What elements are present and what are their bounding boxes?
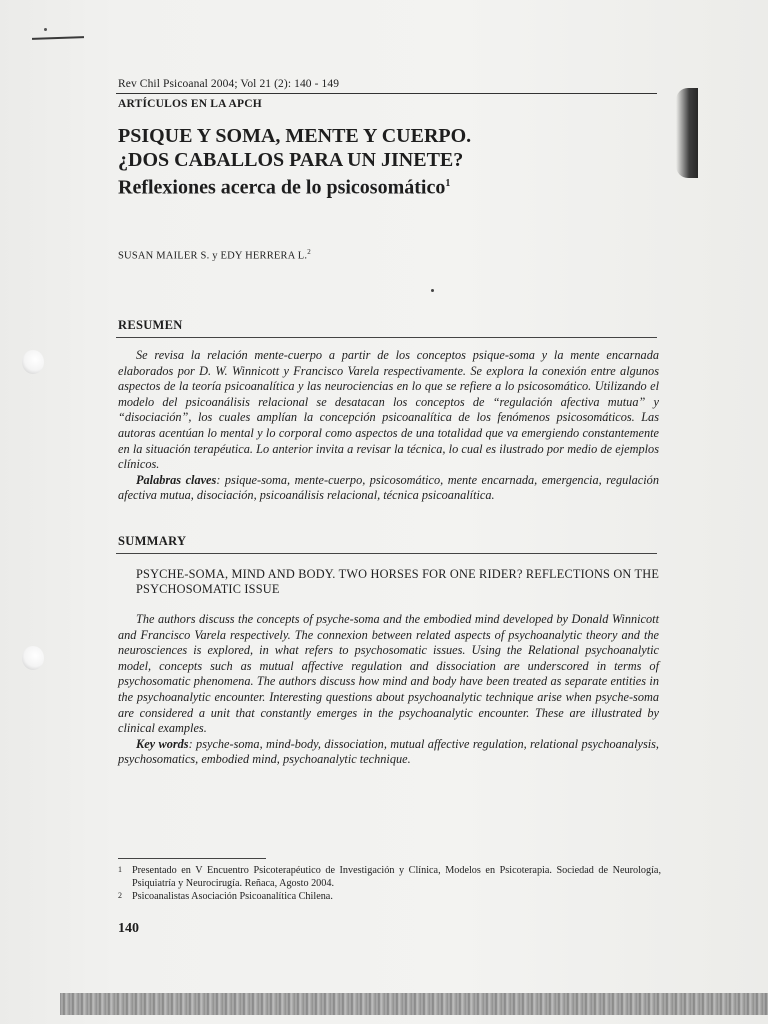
scan-speck: [431, 289, 434, 292]
punch-hole: [22, 646, 44, 670]
article-title: [118, 124, 658, 200]
summary-keywords: [118, 737, 659, 768]
authors-footnote-mark: 2: [307, 248, 311, 256]
resumen-heading: RESUMEN: [118, 318, 183, 332]
page-number: 140: [118, 921, 139, 936]
section-label: ARTÍCULOS EN LA APCH: [118, 98, 262, 110]
title-line-1: PSIQUE Y SOMA, MENTE Y CUERPO.: [118, 125, 472, 147]
keywords-list: : psique-soma, mente-cuerpo, psicosomático, mente encarnada, emergencia, regulación afectiva mutua, disociación, psicoanálisis relacional, técnica psicoanalítica.: [118, 472, 659, 503]
scan-edge-noise: [60, 993, 768, 1015]
footnote-mark: 2: [118, 891, 122, 900]
resumen-body: Se revisa la relación mente-cuerpo a partir de los conceptos psique-soma y la mente encarnada elaborados por D. W. Winnicott y Francisco Varela respectivamente. Se explora la conexión entre algunos aspectos de la teoría psicoanalítica y las neurociencias en lo que se refiere a lo psicosomático. Utilizando el modelo del psicoanálisis relacional se desatacan los conceptos de “regulación afectiva mutua” y “disociación”, los cuales amplían la concepción psicoanalítica de los fenómenos psicosomáticos. Las autoras acentúan lo mental y lo corporal como aspectos de una totalidad que va emergiendo constantemente en la situación terapéutica. Lo anterior invita a revisar la técnica, lo cual es ilustrado por medio de ejemplos clínicos.: [118, 348, 659, 472]
footnotes: [118, 864, 661, 903]
summary-heading: SUMMARY: [118, 534, 187, 548]
key-words-list: : psyche-soma, mind-body, dissociation, mutual affective regulation, relational psychoanalysis, psychosomatics, embodied mind, psychoanalytic technique.: [118, 736, 660, 767]
scan-mark: [32, 36, 84, 40]
footnote-rule: [118, 858, 266, 859]
resumen-rule: [116, 337, 657, 338]
summary-body: The authors discuss the concepts of psyche-soma and the embodied mind developed by Donald Winnicott and Francisco Varela respectively. The connexion between related aspects of psychoanalytic theory and the neurosciences is explored, in what refers to psychosomatic issues. Using the Relational psychoanalytic model, concepts such as mutual affective regulation and dissociation are underscored in terms of psychosomatic phenomena. The authors discuss how mind and body have been treated as separate entities in the psychoanalytic encounter. Interesting questions about psychoanalytic technique arise when psyche-soma are considered a unit that constantly emerges in the psychoanalytic encounter. These are illustrated by clinical examples.: [118, 612, 659, 736]
title-footnote-mark: 1: [445, 178, 451, 189]
english-title: PSYCHE-SOMA, MIND AND BODY. TWO HORSES FOR ONE RIDER? REFLECTIONS ON THE PSYCHOSOMATIC ISSUE: [136, 567, 660, 596]
punch-hole: [22, 350, 44, 374]
footnote-text: Presentado en V Encuentro Psicoterapéutico de Investigación y Clínica, Modelos en Psicoterapia. Sociedad de Neurología, Psiquiatría y Neurocirugía. Reñaca, Agosto 2004.: [132, 865, 661, 889]
title-line-3: [118, 172, 658, 200]
authors-text: SUSAN MAILER S. y EDY HERRERA L.: [118, 250, 308, 262]
resumen-abstract: [118, 348, 659, 504]
key-words-label: Key words: [136, 736, 189, 751]
footnote-mark: 1: [118, 865, 122, 874]
summary-abstract: [118, 612, 659, 768]
authors: [118, 248, 311, 262]
journal-reference: Rev Chil Psicoanal 2004; Vol 21 (2): 140 - 149: [118, 78, 340, 90]
summary-rule: [116, 553, 657, 554]
footnote: [118, 890, 661, 903]
binder-clip-shadow: [676, 88, 698, 178]
subtitle-text: Reflexiones acerca de lo psicosomático: [118, 176, 446, 199]
keywords-label: Palabras claves: [136, 472, 217, 487]
title-line-2: ¿DOS CABALLOS PARA UN JINETE?: [118, 149, 464, 171]
resumen-keywords: [118, 473, 659, 504]
footnote-text: Psicoanalistas Asociación Psicoanalítica Chilena.: [132, 891, 333, 902]
scan-speck: [44, 28, 47, 31]
footnote: [118, 864, 661, 890]
header-rule: [116, 93, 657, 94]
